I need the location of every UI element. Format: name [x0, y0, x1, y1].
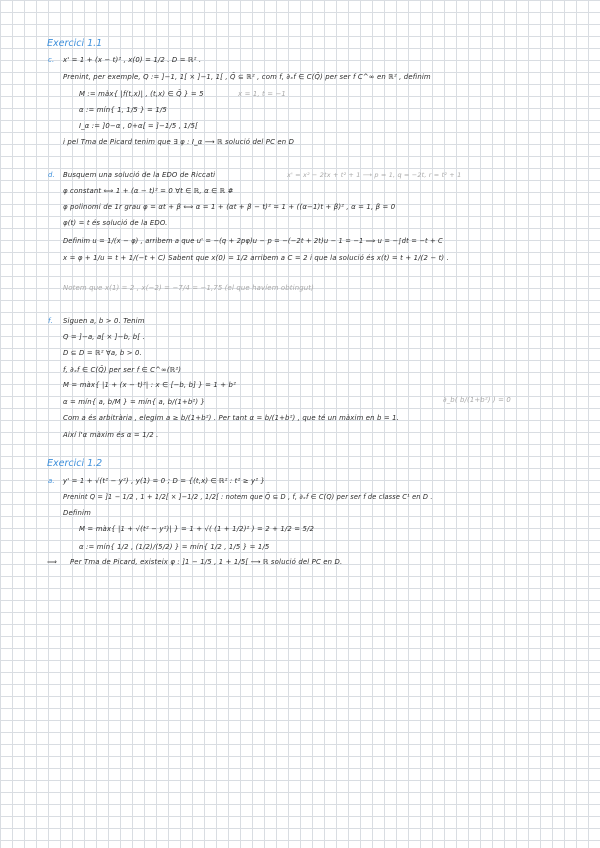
item-f-line-5: M = màx{ |1 + (x − t)²| : x ∈ [−b, b] } = 1 + b²	[63, 381, 236, 389]
item-f-line-6: α = mín{ a, b/M } = mín{ a, b/(1+b²) }	[63, 398, 206, 406]
item-a-line-2: Prenint Q = ]1 − 1/2 , 1 + 1/2[ × ]−1/2 , 1/2[ : notem que Q̄ ⊆ D , f, ∂ₓf ∈ C(Q) per ser f de classe C¹ en D .	[63, 493, 433, 501]
item-c-line-5: I_α := ]0−α , 0+α[ = ]−1/5 , 1/5[	[79, 122, 198, 130]
item-f-line-4: f, ∂ₓf ∈ C(Q̄) per ser f ∈ C^∞(ℝ²)	[63, 366, 182, 374]
item-c-line-6: i pel Tma de Picard tenim que ∃ φ : I_α ⟶ ℝ solució del PC en D	[63, 138, 295, 146]
item-d-line-2: φ constant ⟺ 1 + (α − t)² = 0 ∀t ∈ ℝ, α ∈ ℝ #	[63, 187, 234, 195]
item-f-line-2: Q = ]−a, a[ × ]−b, b[ .	[63, 333, 145, 341]
item-a-label: a.	[48, 477, 55, 485]
exercise-1-2-heading: Exercici 1.2	[47, 458, 103, 469]
item-c-note: x = 1, t = −1	[238, 90, 286, 98]
item-c-line-2: Prenint, per exemple, Q := ]−1, 1[ × ]−1, 1[ , Q̄ ⊆ ℝ² , com f, ∂ₓf ∈ C(Q̄) per ser f C^∞ en ℝ² , definim	[63, 73, 431, 81]
item-d-riccati-note: x' = x² − 2tx + t² + 1 ⟶ p = 1, q = −2t, r = t² + 1	[287, 171, 462, 179]
item-d-check-note: Notem que x(1) = 2 , x(−2) = −7/4 = −1,75 (el que havíem obtingut)	[63, 284, 314, 292]
item-d-line-6: x = φ + 1/u = t + 1/(−t + C) Sabent que x(0) = 1/2 arribem a C = 2 i que la solució és x(t) = t + 1/(2 − t) .	[63, 254, 449, 262]
item-f-line-8: Així l'α màxim és α = 1/2 .	[63, 431, 159, 439]
item-f-line-7: Com a és arbitrària , elegim a ≥ b/(1+b²) . Per tant α = b/(1+b²) , que té un màxim en b = 1.	[63, 414, 400, 422]
item-c-label: c.	[48, 56, 55, 64]
item-f-line-3: D ⊆ D = ℝ² ∀a, b > 0.	[63, 349, 142, 357]
item-c-line-4: α := mín{ 1, 1/5 } = 1/5	[79, 106, 167, 114]
item-a-conclusion-arrow: ⟹	[47, 558, 58, 566]
item-d-line-5: Definim u = 1/(x − φ) , arribem a que u' = −(q + 2pφ)u − p = −(−2t + 2t)u − 1 = −1 ⟹ u = −∫dt = −t + C	[63, 237, 443, 245]
item-a-line-4: M = màx{ |1 + √(t² − y²)| } = 1 + √( (1 + 1/2)² ) = 2 + 1/2 = 5/2	[79, 525, 315, 533]
item-d-label: d.	[48, 171, 55, 179]
item-d-line-1: Busquem una solució de la EDO de Riccati	[63, 171, 216, 179]
item-a-line-5: α := mín{ 1/2 , (1/2)/(5/2) } = mín{ 1/2 , 1/5 } = 1/5	[79, 543, 270, 551]
item-d-line-3: φ polinomi de 1r grau φ = αt + β ⟺ α = 1 + (αt + β − t)² = 1 + ((α−1)t + β)² , α = 1, β = 0	[63, 203, 396, 211]
item-a-line-3: Definim	[63, 509, 91, 517]
item-a-line-6: Per Tma de Picard, existeix φ : ]1 − 1/5 , 1 + 1/5[ ⟶ ℝ solució del PC en D.	[70, 558, 343, 566]
item-f-line-1: Siguen a, b > 0. Tenim	[63, 317, 145, 325]
exercise-1-1-heading: Exercici 1.1	[47, 38, 103, 49]
item-a-line-1: y' = 1 + √(t² − y²) , y(1) = 0 ; D = {(t,x) ∈ ℝ² : t² ≥ y² }	[63, 477, 266, 485]
item-d-line-4: φ(t) = t és solució de la EDO.	[63, 219, 168, 227]
item-f-label: f.	[48, 317, 53, 325]
item-c-line-1: x' = 1 + (x − t)² , x(0) = 1/2 . D = ℝ² .	[63, 56, 202, 64]
item-f-derivative-note: ∂_b( b/(1+b²) ) = 0	[443, 396, 511, 404]
item-c-line-3: M := màx{ |f(t,x)| , (t,x) ∈ Q̄ } = 5	[79, 90, 204, 98]
